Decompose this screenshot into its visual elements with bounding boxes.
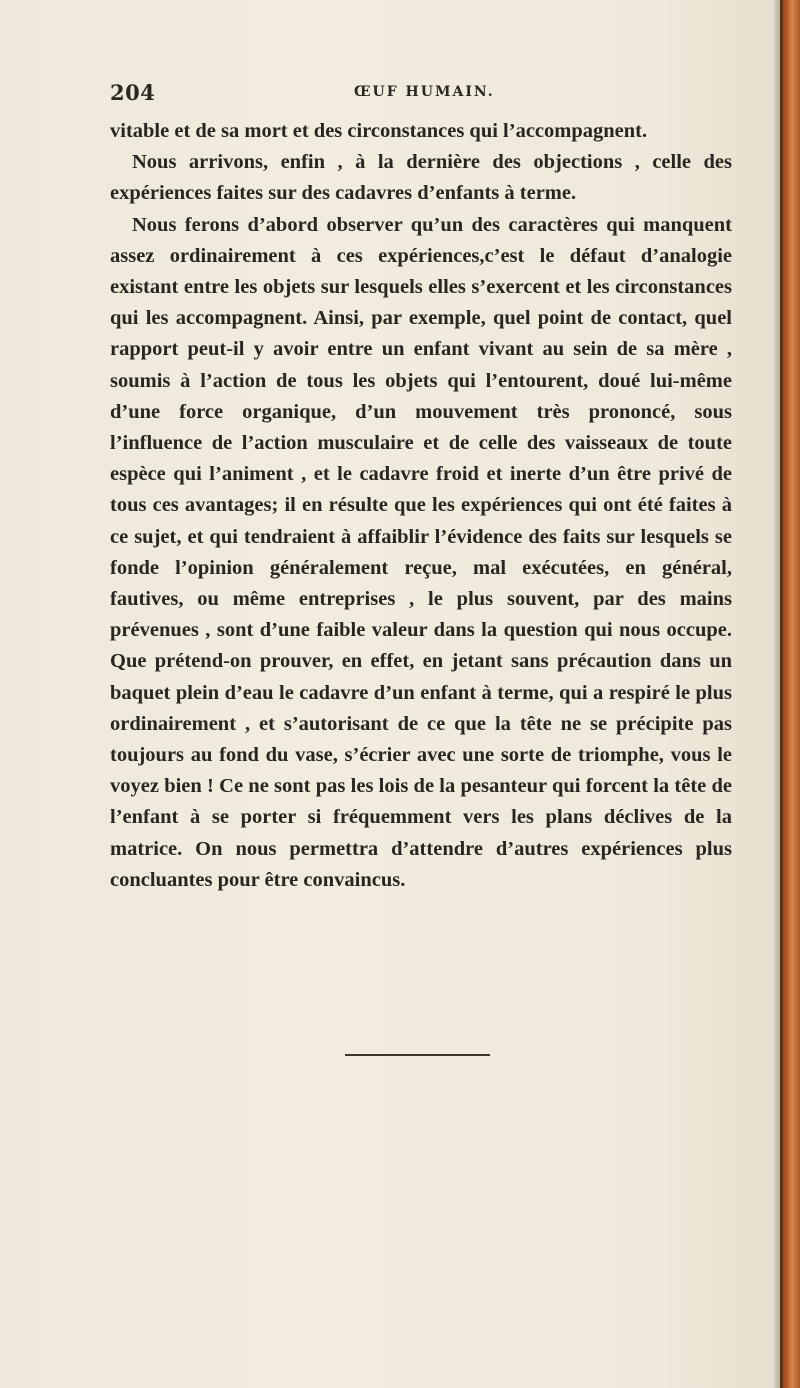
spine-shadow [780,0,783,1388]
body-text [110,116,732,896]
paragraph-continuation: vitable et de sa mort et des circonstances qui l’accompagnent. [110,120,648,142]
book-spine [780,0,800,1388]
running-head [110,80,735,108]
paragraph: Nous arrivons, enfin , à la dernière des objections , celle des expériences faites sur des cadavres d’enfants à terme. [110,151,732,205]
paragraph: Nous ferons d’abord observer qu’un des caractères qui manquent assez ordinairement à ces expériences,c’est le défaut d’analogie existant entre les objets sur lesquels elles s’exercent et les circonstances qui les accompagnent. Ainsi, par exemple, quel point de contact, quel rapport peut-il y avoir entre un enfant vivant au sein de sa mère , soumis à l’action de tous les objets qui l’entourent, doué lui-même d’une force organique, d’un mouvement très prononcé, sous l’influence de l’action musculaire et de celle des vaisseaux de toute espèce qui l’animent , et le cadavre froid et inerte d’un être privé de tous ces avantages; il en résulte que les expériences qui ont été faites à ce sujet, et qui tendraient à affaiblir l’évidence des faits sur lesquels se fonde l’opinion généralement reçue, mal exécutées, en général, fautives, ou même entreprises , le plus souvent, par des mains prévenues , sont d’une faible valeur dans la question qui nous occupe. Que prétend-on prouver, en effet, en jetant sans précaution dans un baquet plein d’eau le cadavre d’un enfant à terme, qui a respiré le plus ordinairement , et s’autorisant de ce que la tête ne se précipite pas toujours au fond du vase, s’écrier avec une sorte de triomphe, vous le voyez bien ! Ce ne sont pas les lois de la pesanteur qui forcent la tête de l’enfant à se porter si fréquemment vers les plans déclives de la matrice. On nous permettra d’attendre d’autres expériences plus concluantes pour être convaincus. [110,213,732,891]
section-end-rule [345,1054,490,1056]
page-number: 204 [110,80,156,105]
page-heading: ŒUF HUMAIN. [354,84,495,100]
